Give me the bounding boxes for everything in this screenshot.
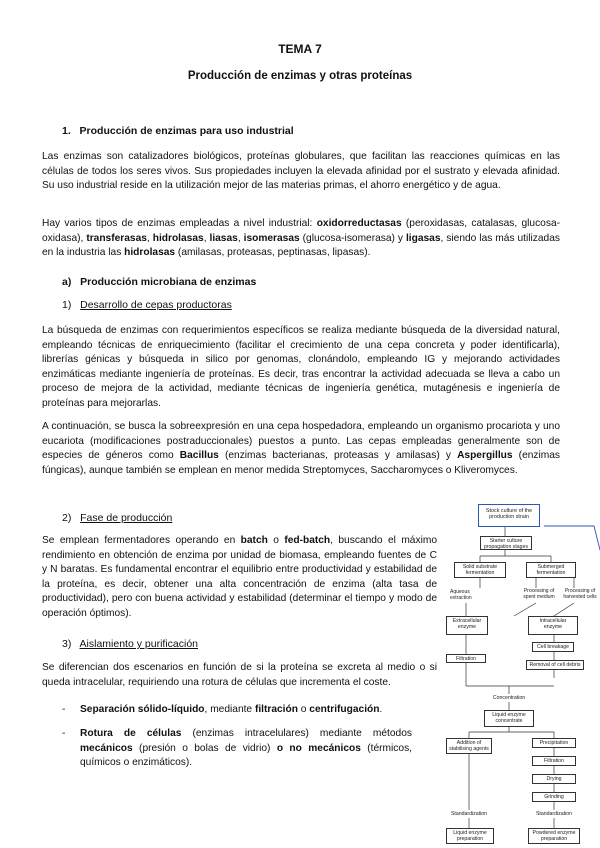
section-1-paragraph-2: Hay varios tipos de enzimas empleadas a nivel industrial: oxidorreductasas (peroxidasas, catalasas, glucosa-oxidasa), transferasas, hidrolasas, liasas, isomerasas (glucosa-isomerasa) y ligasas, siendo las más utilizadas en la industria las hidrolasas (amilasas, proteasas, peptinasas, lipasas).: [42, 218, 561, 259]
node-precipitation: Precipitation: [532, 738, 576, 748]
node-starter-culture: Starter culture propagation stages: [480, 536, 532, 550]
label-processing-harvested: Processing of harvested cells: [563, 588, 597, 600]
node-addition-stabilising: Addition of stabilising agents: [446, 738, 492, 754]
node-powdered-preparation: Powdered enzyme preparation: [528, 828, 580, 844]
step-1-heading: [62, 299, 232, 311]
flow-diagram-connectors: [444, 498, 600, 848]
section-1-heading: [62, 125, 294, 137]
label-aqueous-extraction: Aqueous extraction: [450, 589, 472, 601]
node-filtration-1: Filtration: [446, 654, 486, 663]
step-3-heading: [62, 638, 198, 650]
node-drying: Drying: [532, 774, 576, 784]
section-1-number: 1.: [62, 125, 71, 137]
node-standardization-1: Standardization: [450, 811, 488, 817]
node-solid-substrate: Solid substrate fermentation: [454, 562, 506, 578]
label-processing-spent: Processing of spent medium: [523, 588, 555, 600]
node-grinding: Grinding: [532, 792, 576, 802]
step-2-paragraph-1: Se emplean fermentadores operando en batch o fed-batch, buscando el máximo rendimiento en obtención de enzima por unidad de biomasa, empleando fuentes de C y N baratas. Es fundamental encontrar el equilibrio entre productividad y estabilidad de la proteína, es decir, obtener una alta concentración de enzima (alta tasa de productividad), pero con buena actividad y estabilidad (determinar el tiempo y modo de operación óptimos).: [42, 535, 437, 619]
node-submerged-fermentation: Submerged fermentation: [526, 562, 576, 578]
step-2-title: Fase de producción: [80, 512, 173, 524]
step-3-title: Aislamiento y purificación: [79, 638, 198, 650]
bullet-item-2: - Rotura de células (enzimas intracelulares) mediante métodos mecánicos (presión o bolas de vidrio) o no mecánicos (térmicos, químicos o enzimáticos).: [62, 728, 412, 769]
bullet-item-1: - Separación sólido-líquido, mediante filtración o centrifugación.: [62, 704, 383, 715]
step-2-marker: 2): [62, 512, 72, 524]
section-1-paragraph-1: Las enzimas son catalizadores biológicos, proteínas globulares, que facilitan las reacciones químicas en las células de todos los seres vivos. Sus propiedades incluyen la elevada afinidad por el sustrato y elevada afinidad. Su uso industrial reside en la utilización mejor de las materias primas, el ahorro energético y de agua.: [42, 151, 560, 192]
section-1-title: Producción de enzimas para uso industrial: [79, 125, 294, 137]
node-stock-culture: Stock culture of the production strain: [478, 504, 540, 527]
node-liquid-preparation: Liquid enzyme preparation: [446, 828, 494, 844]
subsection-a-title: Producción microbiana de enzimas: [80, 276, 257, 288]
node-filtration-2: Filtration: [532, 756, 576, 766]
node-cell-breakage: Cell breakage: [532, 642, 574, 652]
node-standardization-2: Standardization: [535, 811, 573, 817]
node-extracellular-enzyme: Extracellular enzyme: [446, 616, 488, 635]
node-liquid-concentrate: Liquid enzyme concentrate: [484, 710, 534, 727]
node-concentration: Concentration: [492, 695, 526, 701]
subsection-a-marker: a): [62, 276, 72, 288]
step-2-heading: [62, 512, 172, 524]
node-intracellular-enzyme: Intracellular enzyme: [528, 616, 578, 635]
step-3-marker: 3): [62, 638, 72, 650]
subsection-a-heading: [62, 276, 256, 288]
node-removal-cell-debris: Removal of cell debris: [526, 660, 584, 670]
step-1-paragraph-2: A continuación, se busca la sobreexpresión en una cepa hospedadora, empleando un organismo procariota y uno eucariota (modificaciones postraduccionales) puestos a punto. Las cepas empleadas generalmente son de especies de géneros como Bacillus (enzimas bacterianas, proteasas y amilasas) y Aspergillus (enzimas fúngicas), aunque también se emplean en menor medida Streptomyces, Saccharomyces o Kliveromyces.: [42, 421, 560, 476]
doc-subtitle: Producción de enzimas y otras proteínas: [187, 70, 413, 82]
doc-title: TEMA 7: [278, 42, 322, 56]
enzyme-production-flow-diagram: [444, 498, 600, 848]
step-1-marker: 1): [62, 299, 72, 311]
step-3-paragraph-1: Se diferencian dos escenarios en función de si la proteína se excreta al medio o si queda intracelular, requiriendo una rotura de células que incrementa el coste.: [42, 662, 437, 688]
step-1-paragraph-1: La búsqueda de enzimas con requerimientos específicos se realiza mediante búsqueda de la diversidad natural, empleando técnicas de enriquecimiento (facilitar el crecimiento de una cepa concreta y poder identificarla), librerías génicas y búsqueda in silico por genomas, clonándolo, empleando IG y mejorando actividades enzimáticas mediante ingeniería de proteínas. Es decir, tras encontrar la actividad adecuada se lleva a cabo un proceso de mejora de la actividad, mediante técnicas de ingeniería genética, mutagénesis e ingeniería de proteínas para mejorarlas.: [42, 325, 560, 409]
step-1-title: Desarrollo de cepas productoras: [80, 299, 232, 311]
